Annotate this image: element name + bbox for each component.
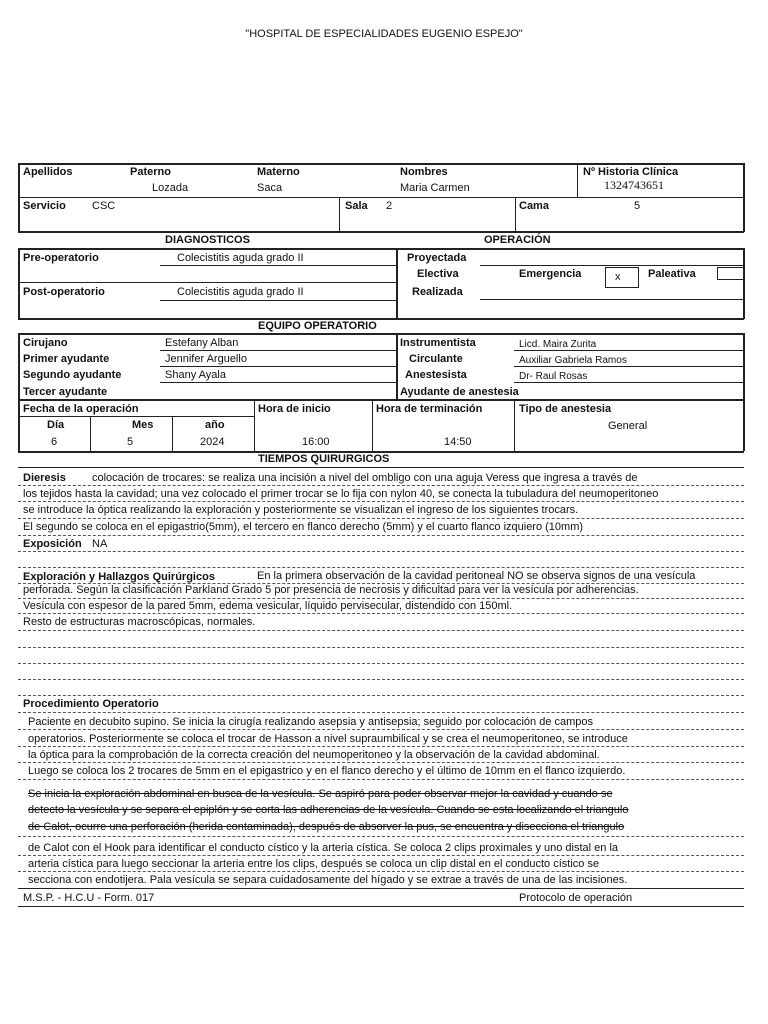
rule-5 (18, 551, 744, 552)
mes-divider (172, 416, 173, 451)
form-code: M.S.P. - H.C.U - Form. 017 (23, 892, 155, 904)
realizada-line-1 (480, 299, 743, 300)
dieresis-line-1: colocación de trocares: se realiza una incisión a nivel del ombligo con una aguja Veress que ingresa a través de (92, 472, 638, 484)
rule-8 (18, 598, 744, 599)
mes-label: Mes (132, 419, 154, 431)
paleativa-label: Paleativa (648, 268, 696, 280)
rule-14 (18, 695, 744, 696)
exploracion-line-4: Resto de estructuras macroscópicas, normales. (23, 616, 256, 628)
pre-line-2 (18, 282, 396, 283)
historia-label: Nº Historia Clínica (583, 166, 679, 178)
procedimiento-line-7: secciona con endotijera. Pala vesícula se separa cuidadosamente del hígado y se extrae a través de una de las incisiones. (28, 874, 628, 886)
realizada-label: Realizada (412, 286, 463, 298)
historia-divider (577, 163, 578, 197)
post-operatorio-label: Post-operatorio (23, 286, 105, 298)
procedimiento-line-2: operatorios. Posteriormente se coloca el trocar de Hasson a nivel supraumbilical y se crea el neumoperitoneo, se introduce (28, 733, 628, 745)
rule-6 (18, 567, 744, 568)
exploracion-label: Exploración y Hallazgos Quirúrgicos (23, 571, 215, 583)
diag-center-divider (396, 248, 398, 319)
procedimiento-struck-line-3: de Calot, ocurre una perforación (herida contaminada), después de absorver la pus, se encuentra y disecciona el triangulo (28, 821, 625, 833)
primer-ayudante-value: Jennifer Arguello (165, 353, 247, 365)
fecha-divider-2 (372, 399, 373, 451)
diag-right-border (743, 248, 745, 319)
rule-19 (18, 779, 744, 780)
hospital-title: "HOSPITAL DE ESPECIALIDADES EUGENIO ESPEJO" (245, 28, 523, 40)
procedimiento-line-5: de Calot con el Hook para identificar el conducto cístico y la arteria cística. Se coloca 2 clips proximales y uno distal en la (28, 842, 619, 854)
protocolo-label: Protocolo de operación (519, 892, 633, 904)
rule-12 (18, 663, 744, 664)
exploracion-line-1: En la primera observación de la cavidad peritoneal NO se observa signos de una vesícula (257, 570, 696, 582)
rule-2 (18, 501, 744, 502)
patient-bottom-border (18, 231, 744, 233)
apellidos-label: Apellidos (23, 166, 73, 178)
paterno-label: Paterno (130, 166, 171, 178)
tercer-ayudante-label: Tercer ayudante (23, 386, 108, 398)
proyectada-line (480, 265, 743, 266)
footer-border (18, 906, 744, 907)
patient-top-border (18, 163, 744, 165)
exploracion-line-2: perforada. Según la clasificación Parkland Grado 5 por presencia de necrosis y dificultad para ver la vesícula por adherencias. (23, 584, 639, 596)
instrumentista-value: Licd. Maira Zurita (519, 339, 597, 350)
segundo-ayudante-label: Segundo ayudante (23, 369, 122, 381)
diag-top-border (18, 248, 744, 250)
rule-1 (18, 485, 744, 486)
rule-22 (18, 871, 744, 872)
pre-line-1 (160, 265, 396, 266)
procedimiento-line-1: Paciente en decubito supino. Se inicia la cirugía realizando asepsia y antisepsia; seguido por colocación de campos (28, 716, 594, 728)
rule-20 (18, 836, 744, 837)
equipo-left-border (18, 333, 20, 451)
dia-label: Día (47, 419, 65, 431)
fecha-top-border (18, 399, 744, 401)
emergencia-check-mark: x (615, 271, 621, 283)
emergencia-label: Emergencia (519, 268, 582, 280)
rule-4 (18, 535, 744, 536)
rule-17 (18, 746, 744, 747)
procedimiento-label: Procedimiento Operatorio (23, 698, 159, 710)
rule-21 (18, 855, 744, 856)
tiempos-top-border (18, 467, 744, 468)
hora-inicio-value: 16:00 (302, 436, 330, 448)
dia-value: 6 (51, 436, 58, 448)
materno-value: Saca (257, 182, 283, 194)
post-operatorio-value: Colecistitis aguda grado II (177, 286, 304, 298)
hora-terminacion-label: Hora de terminación (376, 403, 483, 415)
cirujano-line (160, 350, 396, 351)
cama-value: 5 (634, 200, 641, 212)
servicio-label: Servicio (23, 200, 66, 212)
rule-9 (18, 613, 744, 614)
rule-13 (18, 679, 744, 680)
rule-10 (18, 630, 744, 631)
operacion-header: OPERACIÓN (484, 234, 551, 246)
fecha-label: Fecha de la operación (23, 403, 139, 415)
fecha-divider-1 (254, 399, 255, 451)
dia-divider (90, 416, 91, 451)
exploracion-line-3: Vesícula con espesor de la pared 5mm, edema vesicular, líquido pervisecular, distendido con 150ml. (23, 600, 513, 612)
hora-terminacion-value: 14:50 (444, 436, 472, 448)
rule-16 (18, 729, 744, 730)
procedimiento-line-4: Luego se coloca los 2 trocares de 5mm en el epigastrico y en el flanco derecho y el último de 10mm en el flanco izquierdo. (28, 765, 626, 777)
nombres-label: Nombres (400, 166, 448, 178)
exposicion-label: Exposición (23, 538, 82, 550)
cama-divider (515, 197, 516, 231)
fecha-divider-3 (514, 399, 515, 451)
segundo-ayudante-value: Shany Ayala (165, 369, 226, 381)
sala-divider (339, 197, 340, 231)
segundo-line (160, 382, 396, 383)
historia-value: 1324743651 (604, 178, 664, 192)
dieresis-line-4: El segundo se coloca en el epigastrio(5mm), el tercero en flanco derecho (5mm) y el cuarto flanco izquiero (10mm) (23, 521, 584, 533)
materno-label: Materno (257, 166, 300, 178)
ayudante-anestesia-label: Ayudante de anestesia (400, 386, 519, 398)
cama-label: Cama (519, 200, 549, 212)
procedimiento-struck-line-1: Se inicia la exploración abdominal en busca de la vesícula. Se aspiró para poder observar mejor la cavidad y cuando se (28, 788, 613, 800)
tipo-anestesia-label: Tipo de anestesia (519, 403, 612, 415)
primer-ayudante-label: Primer ayudante (23, 353, 110, 365)
paterno-value: Lozada (152, 182, 189, 194)
servicio-value: CSC (92, 200, 116, 212)
anio-value: 2024 (200, 436, 225, 448)
nombres-value: Maria Carmen (400, 182, 470, 194)
patient-left-border (18, 163, 20, 232)
proyectada-label: Proyectada (407, 252, 467, 264)
diag-left-border (18, 248, 20, 319)
sala-value: 2 (386, 200, 393, 212)
dieresis-line-2: los tejidos hasta la cavidad; una vez colocado el primer trocar se lo fija con nylon 40, se conecta la tubuladura del neumoperitoneo (23, 488, 659, 500)
mes-value: 5 (127, 436, 134, 448)
procedimiento-line-3: la óptica para la comprobación de la correcta creación del neumoperitoneo y la observación de la cavidad abdominal. (28, 749, 600, 761)
post-line (160, 300, 396, 301)
rule-11 (18, 647, 744, 648)
diagnosticos-header: DIAGNOSTICOS (165, 234, 250, 246)
dieresis-label: Dieresis (23, 472, 66, 484)
rule-15 (18, 712, 744, 713)
pre-operatorio-value: Colecistitis aguda grado II (177, 252, 304, 264)
circulante-label: Circulante (409, 353, 463, 365)
rule-18 (18, 762, 744, 763)
circulante-value: Auxiliar Gabriela Ramos (519, 355, 627, 366)
equipo-center-divider (396, 333, 398, 399)
tipo-anestesia-value: General (608, 420, 648, 432)
emergencia-checkbox[interactable] (605, 267, 639, 288)
dieresis-line-3: se introduce la óptica realizando la exploración y posteriormente se visualizan el ingreso de los siguientes trocars. (23, 504, 579, 516)
cirujano-label: Cirujano (23, 337, 68, 349)
equipo-right-border (743, 333, 745, 451)
electiva-label: Electiva (417, 268, 459, 280)
patient-mid-border (18, 197, 744, 198)
anio-label: año (205, 419, 225, 431)
fecha-sub-line (18, 416, 254, 417)
tiempos-header: TIEMPOS QUIRURGICOS (258, 453, 390, 465)
instrumentista-label: Instrumentista (400, 337, 476, 349)
exposicion-value: NA (92, 538, 108, 550)
patient-right-border (743, 163, 745, 232)
procedimiento-struck-line-2: detecto la vesícula y se separa el epiplón y se corta las adherencias de la vesícula. Cuando se esta localizando el triangulo (28, 804, 629, 816)
procedimiento-bottom-border (18, 888, 744, 889)
equipo-header: EQUIPO OPERATORIO (258, 320, 377, 332)
procedimiento-line-6: arteria cística para luego seccionar la arteria entre los clips, después se coloca un clip distal en el conducto cístico se (28, 858, 600, 870)
pre-operatorio-label: Pre-operatorio (23, 252, 99, 264)
diag-bottom-border (18, 318, 744, 320)
equipo-top-border (18, 333, 744, 335)
cirujano-value: Estefany Alban (165, 337, 239, 349)
anestesista-label: Anestesista (405, 369, 467, 381)
rule-3 (18, 518, 744, 519)
paleativa-checkbox[interactable] (717, 267, 744, 280)
primer-line (160, 366, 396, 367)
anestesista-value: Dr- Raul Rosas (519, 371, 588, 382)
hora-inicio-label: Hora de inicio (258, 403, 331, 415)
sala-label: Sala (345, 200, 368, 212)
